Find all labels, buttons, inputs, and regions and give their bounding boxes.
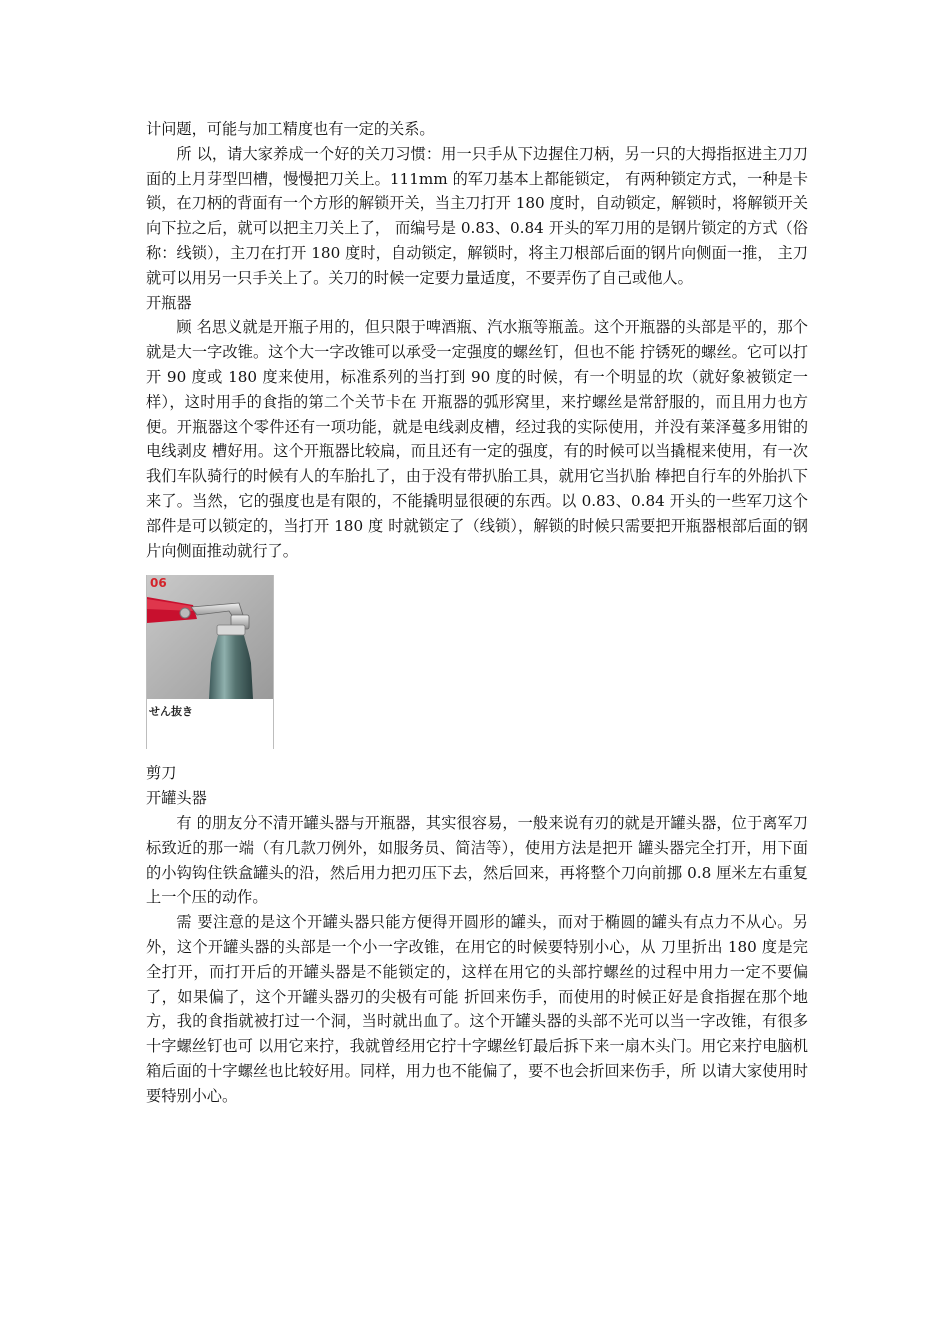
figure-number: 06	[150, 576, 167, 591]
paragraph-can-opener-caution: 需 要注意的是这个开罐头器只能方便得开圆形的罐头，而对于椭圆的罐头有点力不从心。另外，这个开罐头器的头部是一个小一字改锥，在用它的时候要特别小心，从 刀里折出 180 度是完全打开，而打开后的开罐头器是不能锁定的，这样在用它的头部拧螺丝的过程中用力一定不要偏了，如果偏了，这个开罐头器刃的尖极有可能 折回来伤手，而使用的时候正好是食指握在那个地方，我的食指就被打过一个洞，当时就出血了。这个开罐头器的头部不光可以当一字改锥，有很多十字螺丝钉也可 以用它来拧，我就曾经用它拧十字螺丝钉最后拆下来一扇木头门。用它来拧电脑机箱后面的十字螺丝也比较好用。同样，用力也不能偏了，要不也会折回来伤手，所 以请大家使用时要特别小心。	[146, 913, 808, 1105]
bottle-opener-illustration	[147, 575, 273, 749]
paragraph-bottle-opener: 顾 名思义就是开瓶子用的，但只限于啤酒瓶、汽水瓶等瓶盖。这个开瓶器的头部是平的，那个就是大一字改锥。这个大一字改锥可以承受一定强度的螺丝钉，但也不能 拧锈死的螺丝。它可以打开 90 度或 180 度来使用，标准系列的当打到 90 度的时候，有一个明显的坎（就好象被锁定一样），这时用手的食指的第二个关节卡在 开瓶器的弧形窝里，来拧螺丝是常舒服的，而且用力也方便。开瓶器这个零件还有一项功能，就是电线剥皮槽，经过我的实际使用，并没有莱泽蔓多用钳的电线剥皮 槽好用。这个开瓶器比较扁，而且还有一定的强度，有的时候可以当撬棍来使用，有一次我们车队骑行的时候有人的车胎扎了，由于没有带扒胎工具，就用它当扒胎 棒把自行车的外胎扒下来了。当然，它的强度也是有限的，不能撬明显很硬的东西。以 0.83、0.84 开头的一些军刀这个部件是可以锁定的，当打开 180 度 时就锁定了（线锁），解锁的时候只需要把开瓶器根部后面的钢片向侧面推动就行了。	[146, 318, 808, 560]
heading-scissors: 剪刀	[146, 764, 177, 783]
figure-caption: せん抜き	[149, 705, 193, 719]
paragraph-intro: 计问题，可能与加工精度也有一定的关系。	[146, 120, 435, 138]
heading-can-opener: 开罐头器	[146, 789, 207, 808]
paragraph-closing-knife: 所 以，请大家养成一个好的关刀习惯：用一只手从下边握住刀柄，另一只的大拇指抠进主刀刀面的上月芽型凹槽，慢慢把刀关上。111mm 的军刀基本上都能锁定， 有两种锁定方式，一种是卡锁，在刀柄的背面有一个方形的解锁开关，当主刀打开 180 度时，自动锁定，解锁时，将解锁开关向下拉之后，就可以把主刀关上了， 而编号是 0.83、0.84 开头的军刀用的是钢片锁定的方式（俗称：线锁），主刀在打开 180 度时，自动锁定，解锁时，将主刀根部后面的钢片向侧面一推， 主刀就可以用另一只手关上了。关刀的时候一定要力量适度，不要弄伤了自己或他人。	[146, 144, 808, 287]
document-body	[146, 117, 808, 1109]
bottle-opener-photo	[146, 575, 274, 749]
paragraph-can-opener-usage: 有 的朋友分不清开罐头器与开瓶器，其实很容易，一般来说有刃的就是开罐头器，位于离军刀标致近的那一端（有几款刀例外，如服务员、简洁等），使用方法是把开 罐头器完全打开，用下面的小钩钩住铁盒罐头的沿，然后用力把刃压下去，然后回来，再将整个刀向前挪 0.8 厘米左右重复上一个压的动作。	[146, 813, 808, 907]
heading-bottle-opener: 开瓶器	[146, 293, 192, 312]
